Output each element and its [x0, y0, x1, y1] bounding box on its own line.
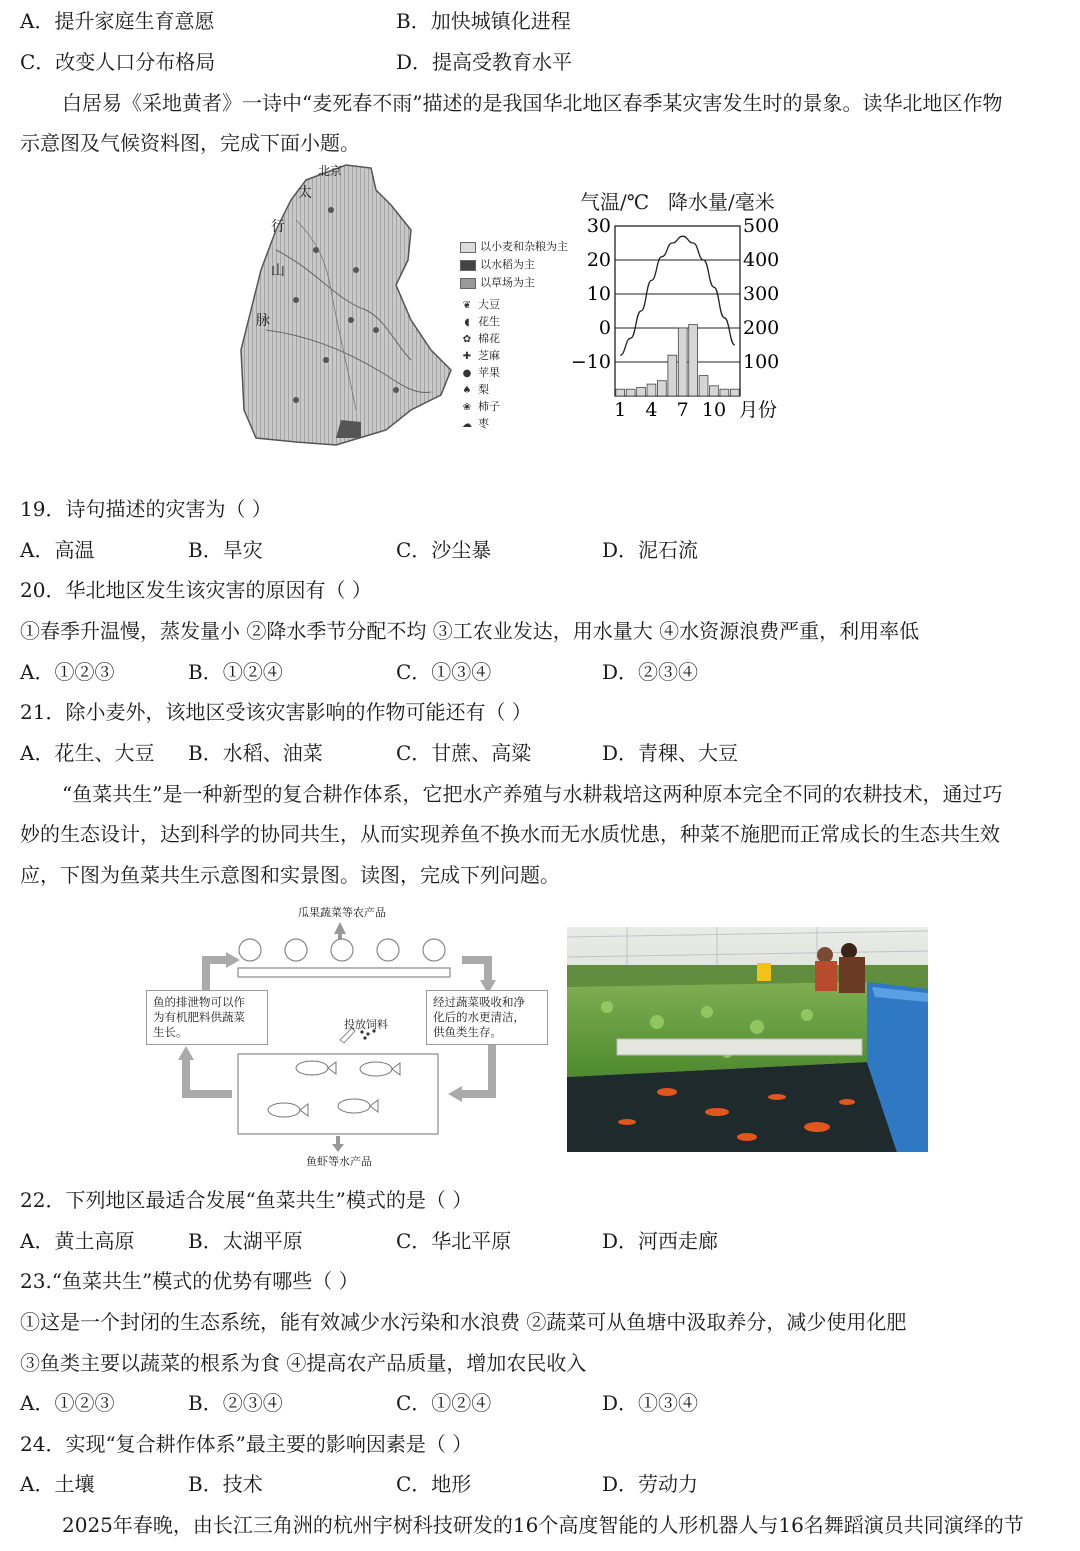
map-label: 山: [271, 263, 285, 279]
option-c: C．①②④: [396, 1391, 492, 1415]
legend-area: 以草场为主: [480, 276, 535, 289]
persimmon-icon: ❀: [462, 402, 472, 413]
temperature-line: [620, 236, 735, 355]
aquaponics-photo: [567, 927, 928, 1152]
option-a: A．提升家庭生育意愿: [20, 9, 215, 33]
y-left-tick: 0: [598, 317, 611, 339]
option-d: D．②③④: [602, 660, 699, 684]
option-d: D．劳动力: [602, 1472, 699, 1496]
precipitation-bar: [710, 386, 719, 396]
option-a: A．①②③: [20, 660, 115, 684]
x-axis-label: 月份: [738, 399, 778, 421]
legend-crop: 芝麻: [478, 349, 500, 362]
question-stem: 24．实现“复合耕作体系”最主要的影响因素是（ ）: [20, 1432, 473, 1456]
option-d: D．河西走廊: [602, 1229, 719, 1253]
passage-text: 白居易《采地黄者》一诗中“麦死春不雨”描述的是我国华北地区春季某灾害发生时的景象。读华北地区作物: [62, 91, 1003, 115]
climate-chart-svg: [570, 186, 800, 426]
x-tick: 1: [614, 399, 627, 421]
option-c: C．改变人口分布格局: [20, 50, 216, 74]
north-china-crop-map: [236, 160, 576, 450]
legend-crop: 大豆: [478, 298, 500, 311]
question-items: ①这是一个封闭的生态系统，能有效减少水污染和水浪费 ②蔬菜可从鱼塘中汲取养分，减少使用化肥: [20, 1310, 907, 1334]
legend-crop: 棉花: [478, 332, 500, 345]
precipitation-bar: [616, 389, 625, 396]
aquatic-products-label: 鱼虾等水产品: [306, 1155, 372, 1168]
question-stem: 22．下列地区最适合发展“鱼菜共生”模式的是（ ）: [20, 1188, 473, 1212]
map-label: 北京: [318, 164, 343, 178]
climate-chart: [570, 186, 800, 426]
question-stem: 21．除小麦外，该地区受该灾害影响的作物可能还有（ ）: [20, 700, 532, 724]
option-a: A．①②③: [20, 1391, 115, 1415]
y-left-tick: −10: [570, 351, 611, 373]
question-stem: 19．诗句描述的灾害为（ ）: [20, 497, 272, 521]
precipitation-bar: [730, 389, 739, 396]
option-a: A．花生、大豆: [20, 741, 155, 765]
chart-title-left: 气温/℃: [580, 190, 650, 214]
question-stem: 23.“鱼菜共生”模式的优势有哪些（ ）: [20, 1269, 359, 1293]
produce-label: 瓜果蔬菜等农产品: [298, 906, 386, 919]
y-left-tick: 20: [586, 249, 611, 271]
passage-text: 示意图及气候资料图，完成下面小题。: [20, 131, 360, 155]
passage-text: 2025年春晚，由长江三角洲的杭州宇树科技研发的16个高度智能的人形机器人与16名舞蹈演员共同演绎的节: [62, 1513, 1024, 1537]
peanut-icon: ◖: [464, 317, 470, 328]
y-right-tick: 300: [743, 283, 780, 305]
option-d: D．青稞、大豆: [602, 741, 739, 765]
option-c: C．华北平原: [396, 1229, 512, 1253]
option-a: A．黄土高原: [20, 1229, 135, 1253]
x-tick: 4: [645, 399, 658, 421]
option-c: C．沙尘暴: [396, 538, 492, 562]
legend-crop: 柿子: [478, 400, 500, 413]
option-b: B．加快城镇化进程: [396, 9, 571, 33]
option-b: B．水稻、油菜: [188, 741, 323, 765]
precipitation-bar: [647, 384, 656, 396]
option-c: C．地形: [396, 1472, 472, 1496]
option-a: A．高温: [20, 538, 95, 562]
y-right-tick: 100: [743, 351, 780, 373]
map-label: 太: [298, 185, 312, 201]
aquaponics-diagram: [146, 898, 546, 1170]
y-right-tick: 400: [743, 249, 780, 271]
question-items: ①春季升温慢，蒸发量小 ②降水季节分配不均 ③工农业发达，用水量大 ④水资源浪费严重，利用率低: [20, 619, 920, 643]
chart-title-right: 降水量/毫米: [668, 190, 775, 214]
option-b: B．①②④: [188, 660, 283, 684]
option-d: D．泥石流: [602, 538, 699, 562]
option-c: C．甘蔗、高粱: [396, 741, 532, 765]
greenhouse-photo-graphic: [567, 927, 928, 1152]
cotton-icon: ✿: [462, 334, 472, 345]
precipitation-bar: [689, 325, 698, 396]
option-b: B．旱灾: [188, 538, 263, 562]
precipitation-bar: [720, 389, 729, 396]
y-right-tick: 200: [743, 317, 780, 339]
option-b: B．技术: [188, 1472, 263, 1496]
x-tick: 10: [701, 399, 727, 421]
sesame-icon: ✚: [462, 351, 472, 362]
right-explanation-box: 经过蔬菜吸收和净 化后的水更清洁， 供鱼类生存。: [426, 990, 548, 1045]
map-graphic: [236, 160, 476, 450]
passage-text: 应，下图为鱼菜共生示意图和实景图。读图，完成下列问题。: [20, 863, 560, 887]
question-stem: 20．华北地区发生该灾害的原因有（ ）: [20, 578, 372, 602]
precipitation-bar: [699, 376, 708, 396]
precipitation-bar: [668, 355, 677, 396]
legend-crop: 梨: [478, 383, 489, 396]
soybean-icon: ❦: [462, 300, 472, 311]
option-d: D．提高受教育水平: [396, 50, 573, 74]
y-left-tick: 10: [586, 283, 611, 305]
question-items: ③鱼类主要以蔬菜的根系为食 ④提高农产品质量，增加农民收入: [20, 1351, 587, 1375]
option-a: A．土壤: [20, 1472, 95, 1496]
precipitation-bar: [637, 388, 646, 397]
option-d: D．①③④: [602, 1391, 699, 1415]
precipitation-bar: [626, 389, 635, 396]
map-label: 行: [271, 219, 285, 235]
y-right-tick: 500: [743, 215, 780, 237]
passage-text: 妙的生态设计，达到科学的协同共生，从而实现养鱼不换水而无水质忧患，种菜不施肥而正常成长的生态共生效: [20, 822, 1000, 846]
y-left-tick: 30: [586, 215, 611, 237]
precipitation-bar: [678, 328, 687, 396]
pear-icon: ♠: [462, 385, 472, 396]
legend-crop: 苹果: [478, 366, 500, 379]
apple-icon: ●: [462, 368, 472, 379]
legend-crop: 枣: [478, 417, 489, 430]
left-explanation-box: 鱼的排泄物可以作 为有机肥料供蔬菜 生长。: [146, 990, 268, 1045]
legend-crop: 花生: [478, 315, 500, 328]
precipitation-bar: [657, 381, 666, 396]
legend-area: 以小麦和杂粮为主: [480, 240, 568, 253]
legend-area: 以水稻为主: [480, 258, 535, 271]
passage-text: “鱼菜共生”是一种新型的复合耕作体系，它把水产养殖与水耕栽培这两种原本完全不同的农耕技术，通过巧: [62, 782, 1003, 806]
map-label: 脉: [256, 313, 270, 329]
option-c: C．①③④: [396, 660, 492, 684]
option-b: B．②③④: [188, 1391, 283, 1415]
option-b: B．太湖平原: [188, 1229, 303, 1253]
x-tick: 7: [676, 399, 689, 421]
feed-label: 投放饲料: [344, 1018, 388, 1031]
map-legend: [460, 240, 580, 450]
jujube-icon: ☁: [462, 419, 472, 430]
